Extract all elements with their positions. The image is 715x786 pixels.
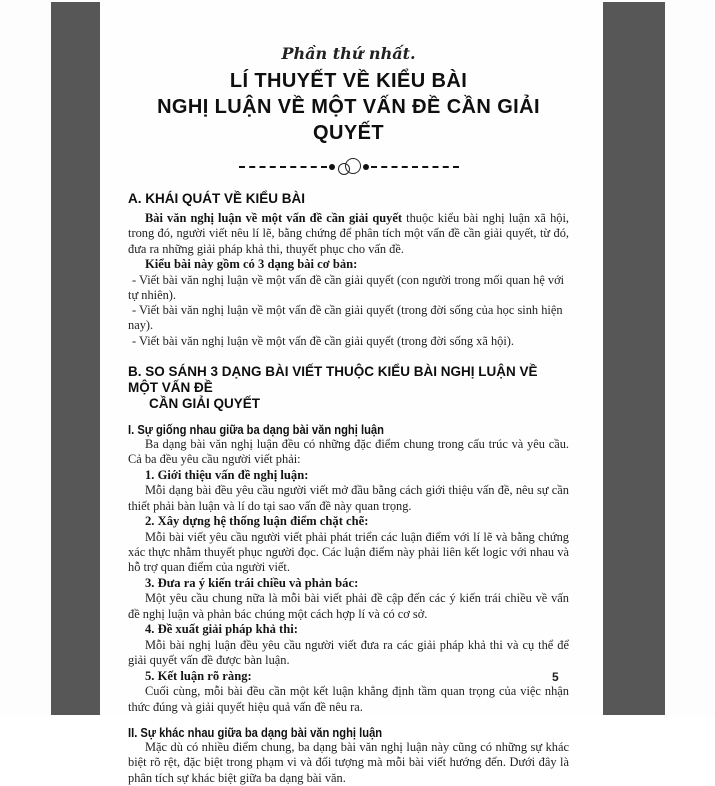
list-intro: Kiểu bài này gồm có 3 dạng bài cơ bản:: [145, 257, 358, 272]
page-title-line1: LÍ THUYẾT VỀ KIỂU BÀI: [229, 70, 468, 92]
divider-dash-right: [371, 166, 459, 168]
page-content: [100, 0, 603, 786]
item-title: 1. Giới thiệu vấn đề nghị luận:: [145, 467, 309, 482]
page-title-line2: NGHỊ LUẬN VỀ MỘT VẤN ĐỀ CẦN GIẢI QUYẾT: [157, 96, 540, 144]
section-b-heading: [128, 364, 569, 412]
item-body: Mỗi dạng bài đều yêu cầu người viết mở đầu bằng cách giới thiệu vấn đề, nêu sự cần thiết phải bàn luận và lí do tại sao vấn đề này quan trọng.: [128, 483, 569, 513]
divider-dot-right: [363, 164, 369, 170]
part-label: Phần thứ nhất.: [281, 44, 416, 63]
ornamental-divider: [128, 158, 569, 176]
divider-dot-left: [329, 164, 335, 170]
subsection-2-intro: Mặc dù có nhiều điểm chung, ba dạng bài văn nghị luận này cũng có những sự khác biệt rõ rệt, đặc biệt trong phạm vi và đối tượng mà mỗi bài viết hướng đến. Dưới đây là phân tích sự khác biệt giữa ba dạng bài văn.: [128, 740, 569, 785]
item-body: Cuối cùng, mỗi bài đều cần một kết luận khẳng định tầm quan trọng của việc nhận thức đúng và giải quyết hiệu quả vấn đề nêu ra.: [128, 684, 569, 714]
page-number: 5: [552, 670, 559, 684]
subsection-1-heading: I. Sự giống nhau giữa ba dạng bài văn nghị luận: [128, 421, 384, 437]
item-title: 4. Đề xuất giải pháp khả thi:: [145, 622, 298, 637]
item-title: 3. Đưa ra ý kiến trái chiều và phản bác:: [145, 575, 359, 590]
section-a-intro-paragraph: [128, 211, 569, 257]
subsection-1-intro: Ba dạng bài văn nghị luận đều có những đặc điểm chung trong cấu trúc và yêu cầu. Cả ba đều yêu cầu người viết phải:: [128, 436, 569, 467]
section-a-intro-bold: Bài văn nghị luận về một vấn đề cần giải quyết: [145, 211, 402, 225]
list-item: - Viết bài văn nghị luận về một vấn đề cần giải quyết (trong đời sống của học sinh hiện nay).: [128, 303, 563, 333]
item-title: 2. Xây dựng hệ thống luận điểm chặt chẽ:: [145, 514, 369, 529]
section-a-intro-rest: thuộc kiểu bài nghị luận xã hội, trong đó, người viết nêu lí lẽ, bằng chứng để phân tích một vấn đề cần giải quyết, từ đó, đưa ra những giải pháp khả thi, thuyết phục cho vấn đề.: [128, 211, 570, 256]
background-left-bar: [51, 2, 100, 715]
variant-list: [128, 273, 569, 349]
list-item: - Viết bài văn nghị luận về một vấn đề cần giải quyết (trong đời sống xã hội).: [132, 333, 515, 348]
book-page: [100, 0, 603, 785]
list-item: - Viết bài văn nghị luận về một vấn đề cần giải quyết (con người trong mối quan hệ với tự nhiên).: [128, 272, 565, 303]
subsection-2-heading: II. Sự khác nhau giữa ba dạng bài văn nghị luận: [128, 725, 383, 741]
background-right-bar: [603, 2, 665, 715]
item-title: 5. Kết luận rõ ràng:: [145, 668, 252, 683]
item-body: Một yêu cầu chung nữa là mỗi bài viết phải đề cập đến các ý kiến trái chiều về vấn đề nghị luận và phản bác chúng một cách hợp lí và có cơ sở.: [128, 591, 569, 621]
double-ring-ornament-icon: [337, 158, 361, 176]
section-a-heading: A. KHÁI QUÁT VỀ KIỂU BÀI: [128, 191, 306, 206]
divider-dash-left: [239, 166, 327, 168]
section-b-heading-line1: B. SO SÁNH 3 DẠNG BÀI VIẾT THUỘC KIỂU BÀI NGHỊ LUẬN VỀ MỘT VẤN ĐỀ: [128, 363, 538, 395]
section-b-heading-line2: CẦN GIẢI QUYẾT: [149, 395, 261, 411]
item-body: Mỗi bài viết yêu cầu người viết phải phát triển các luận điểm với lí lẽ và bằng chứng xác thực nhằm thuyết phục người đọc. Các luận điểm này phải liên kết logic với nhau và hỗ trợ quan điểm của người viết.: [128, 529, 569, 575]
item-body: Mỗi bài nghị luận đều yêu cầu người viết đưa ra các giải pháp khả thi và cụ thể để giải quyết vấn đề được bàn luận.: [128, 637, 569, 668]
